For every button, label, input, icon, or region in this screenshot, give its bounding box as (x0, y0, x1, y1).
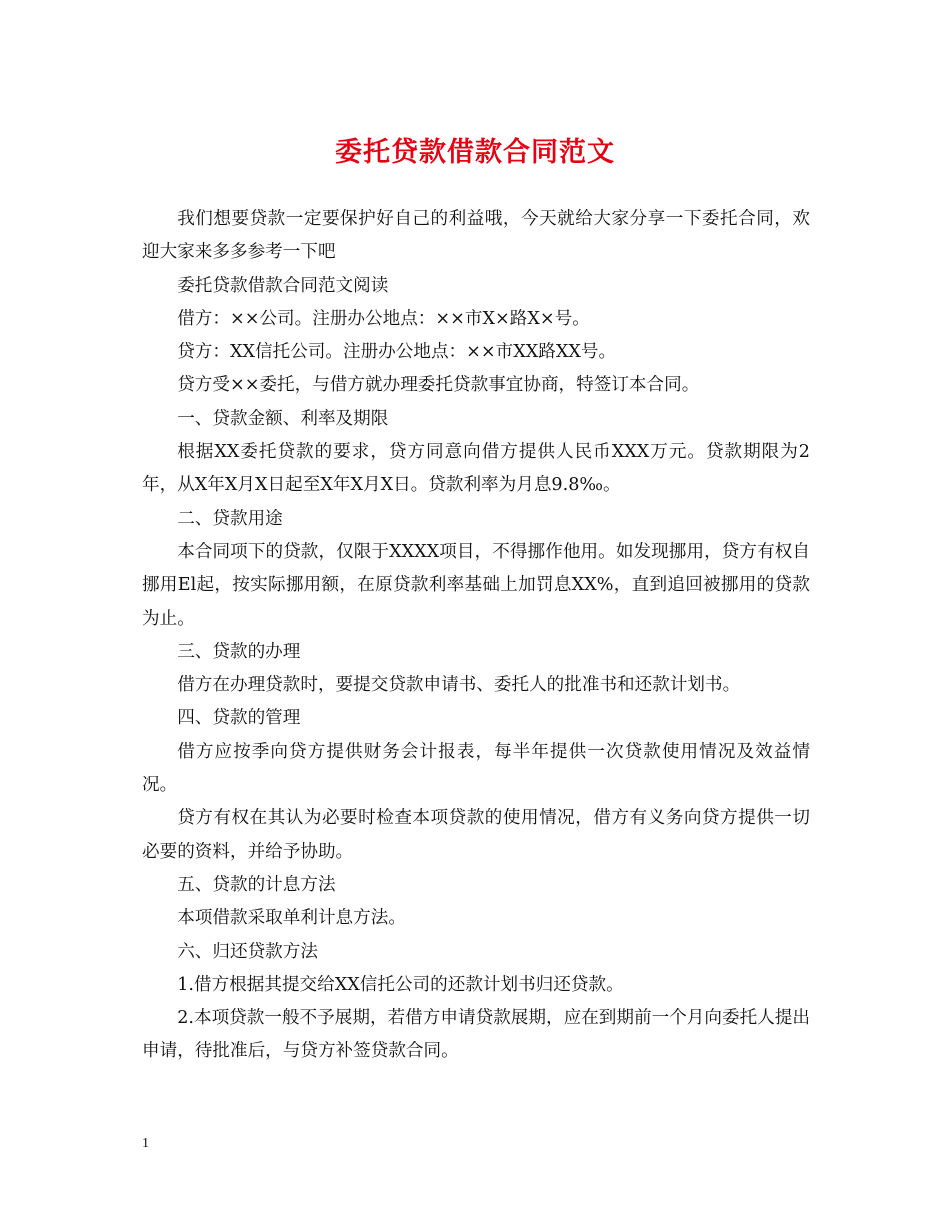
paragraph-section-5: 本项借款采取单利计息方法。 (177, 908, 406, 929)
paragraph-section-4b: 贷方有权在其认为必要时检查本项贷款的使用情况，借方有义务向贷方提供一切必要的资料，并给予协助。 (142, 808, 810, 862)
paragraph-section-2: 本合同项下的贷款，仅限于XXXX项目，不得挪作他用。如发现挪用，贷方有权自挪用El起，按实际挪用额，在原贷款利率基础上加罚息XX%，直到追回被挪用的贷款为止。 (142, 541, 810, 629)
paragraph-preamble: 贷方受××委托，与借方就办理委托贷款事宜协商，特签订本合同。 (177, 375, 700, 396)
page-number: 1 (142, 1136, 149, 1151)
paragraph-section-4a: 借方应按季向贷方提供财务会计报表，每半年提供一次贷款使用情况及效益情况。 (142, 741, 810, 796)
paragraph-section-6-item-2: 2.本项贷款一般不予展期，若借方申请贷款展期，应在到期前一个月向委托人提出申请，待批准后，与贷方补签贷款合同。 (142, 1008, 810, 1062)
paragraph-section-3: 借方在办理贷款时，要提交贷款申请书、委托人的批准书和还款计划书。 (177, 675, 741, 696)
section-heading-1: 一、贷款金额、利率及期限 (177, 408, 389, 429)
document-title: 委托贷款借款合同范文 (335, 137, 615, 168)
paragraph-intro: 我们想要贷款一定要保护好自己的利益哦，今天就给大家分享一下委托合同，欢迎大家来多多参考一下吧 (142, 209, 810, 263)
paragraph-subtitle: 委托贷款借款合同范文阅读 (177, 275, 389, 296)
document-body (142, 203, 810, 1069)
paragraph-section-1: 根据XX委托贷款的要求，贷方同意向借方提供人民币XXX万元。贷款期限为2年，从X年X月X日起至X年X月X日。贷款利率为月息9.8‰。 (142, 442, 810, 496)
paragraph-section-6-item-1: 1.借方根据其提交给XX信托公司的还款计划书归还贷款。 (177, 974, 624, 995)
section-heading-4: 四、贷款的管理 (177, 708, 301, 729)
section-heading-2: 二、贷款用途 (177, 508, 283, 529)
section-heading-5: 五、贷款的计息方法 (177, 874, 336, 895)
paragraph-borrower: 借方：××公司。注册办公地点：××市X×路X×号。 (177, 308, 590, 329)
paragraph-lender: 贷方：XX信托公司。注册办公地点：××市XX路XX号。 (177, 342, 617, 363)
section-heading-3: 三、贷款的办理 (177, 641, 301, 662)
section-heading-6: 六、归还贷款方法 (177, 941, 318, 962)
